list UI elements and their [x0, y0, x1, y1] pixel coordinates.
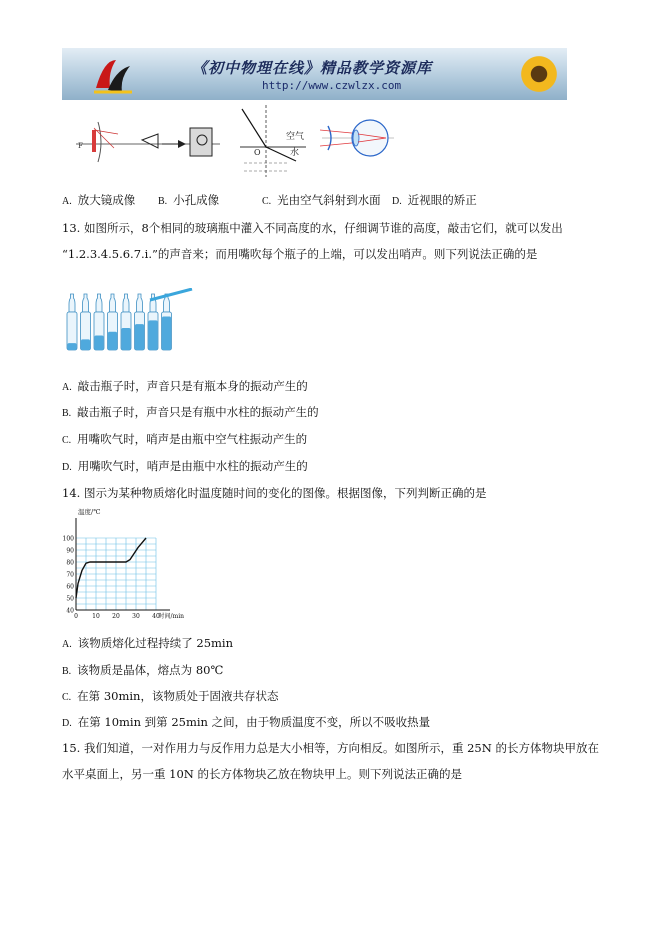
x-tick-label: 40	[152, 613, 160, 620]
q15-stem-line1: 15. 我们知道，一对作用力与反作用力总是大小相等，方向相反。如图所示，重 25N 的长方体物块甲放在	[62, 741, 599, 755]
q12-option-d: D. 近视眼的矫正	[392, 193, 477, 207]
q12-option-b: B. 小孔成像	[158, 193, 220, 207]
q14-option-b: B. 该物质是晶体，熔点为 80℃	[62, 663, 224, 677]
y-tick-label: 50	[66, 595, 74, 603]
bottle	[162, 294, 172, 350]
candle-icon	[92, 130, 96, 152]
q12-option-c: C. 光由空气斜射到水面	[262, 193, 381, 207]
x-tick-label: 30	[132, 613, 140, 620]
x-tick-label: 20	[112, 613, 120, 620]
q13-figure-bottles	[62, 288, 198, 354]
fig-air-label: 空气	[286, 132, 305, 142]
water-level	[108, 332, 117, 350]
q14-option-a: A. 该物质熔化过程持续了 25min	[62, 636, 234, 650]
q14-option-c: C. 在第 30min，该物质处于固液共存状态	[62, 689, 279, 703]
sunflower-icon	[519, 54, 559, 94]
bottle	[121, 294, 131, 350]
water-level	[81, 339, 90, 350]
water-level	[149, 320, 158, 350]
q15-stem-line2: 水平桌面上，另一重 10N 的长方体物块乙放在物块甲上。则下列说法正确的是	[62, 767, 463, 781]
q13-stem-line2: “1.2.3.4.5.6.7.i.”的声音来；而用嘴吹每个瓶子的上端，可以发出哨声。则下列说法正确的是	[62, 247, 538, 261]
q13-stem-line1: 13. 如图所示，8个相同的玻璃瓶中灌入不同高度的水，仔细调节谁的高度，敲击它们，就可以发出	[62, 221, 563, 235]
bottle	[108, 294, 118, 350]
banner-url: http://www.czwlzx.com	[262, 79, 402, 92]
q12-figure-refraction	[238, 103, 308, 179]
banner-title: 《初中物理在线》精品教学资源库	[192, 59, 433, 77]
header-banner	[62, 48, 567, 100]
x-tick-label: 10	[92, 613, 100, 620]
y-tick-label: 80	[66, 559, 74, 567]
water-level	[162, 317, 171, 350]
water-level	[95, 336, 104, 350]
bottle	[148, 294, 158, 350]
logo-icon	[90, 54, 136, 96]
fig-o-label: O	[254, 148, 261, 157]
bottle	[94, 294, 104, 350]
water-level	[135, 324, 144, 350]
bottle	[135, 294, 145, 350]
bottle	[67, 294, 77, 350]
x-tick-label: 0	[74, 613, 78, 620]
y-tick-label: 60	[66, 583, 74, 591]
q14-graph	[60, 506, 192, 624]
y-tick-label: 40	[66, 607, 74, 615]
straw-icon	[150, 289, 192, 300]
water-level	[68, 343, 77, 350]
q13-option-d: D. 用嘴吹气时，哨声是由瓶中水柱的振动产生的	[62, 459, 308, 473]
fig-f-label: F	[78, 142, 83, 150]
bottle	[81, 294, 91, 350]
q14-stem: 14. 图示为某种物质熔化时温度随时间的变化的图像。根据图像，下列判断正确的是	[62, 486, 487, 500]
q13-option-b: B. 敲击瓶子时，声音只是有瓶中水柱的振动产生的	[62, 405, 319, 419]
y-tick-label: 70	[66, 571, 74, 579]
q12-figure-magnifier-pinhole	[70, 104, 230, 164]
q13-option-c: C. 用嘴吹气时，哨声是由瓶中空气柱振动产生的	[62, 432, 308, 446]
q14-option-d: D. 在第 10min 到第 25min 之间，由于物质温度不变，所以不吸收热量	[62, 715, 431, 729]
fig-water-label: 水	[290, 148, 300, 158]
water-level	[122, 328, 131, 350]
q13-option-a: A. 敲击瓶子时，声音只是有瓶本身的振动产生的	[62, 379, 308, 393]
y-tick-label: 90	[66, 547, 74, 555]
y-axis-label: 温度/℃	[78, 508, 101, 516]
x-axis-label: 时间/min	[158, 613, 184, 620]
q12-option-a: A. 放大镜成像	[62, 193, 136, 207]
q12-figure-eye	[318, 116, 398, 160]
y-tick-label: 100	[62, 535, 74, 543]
